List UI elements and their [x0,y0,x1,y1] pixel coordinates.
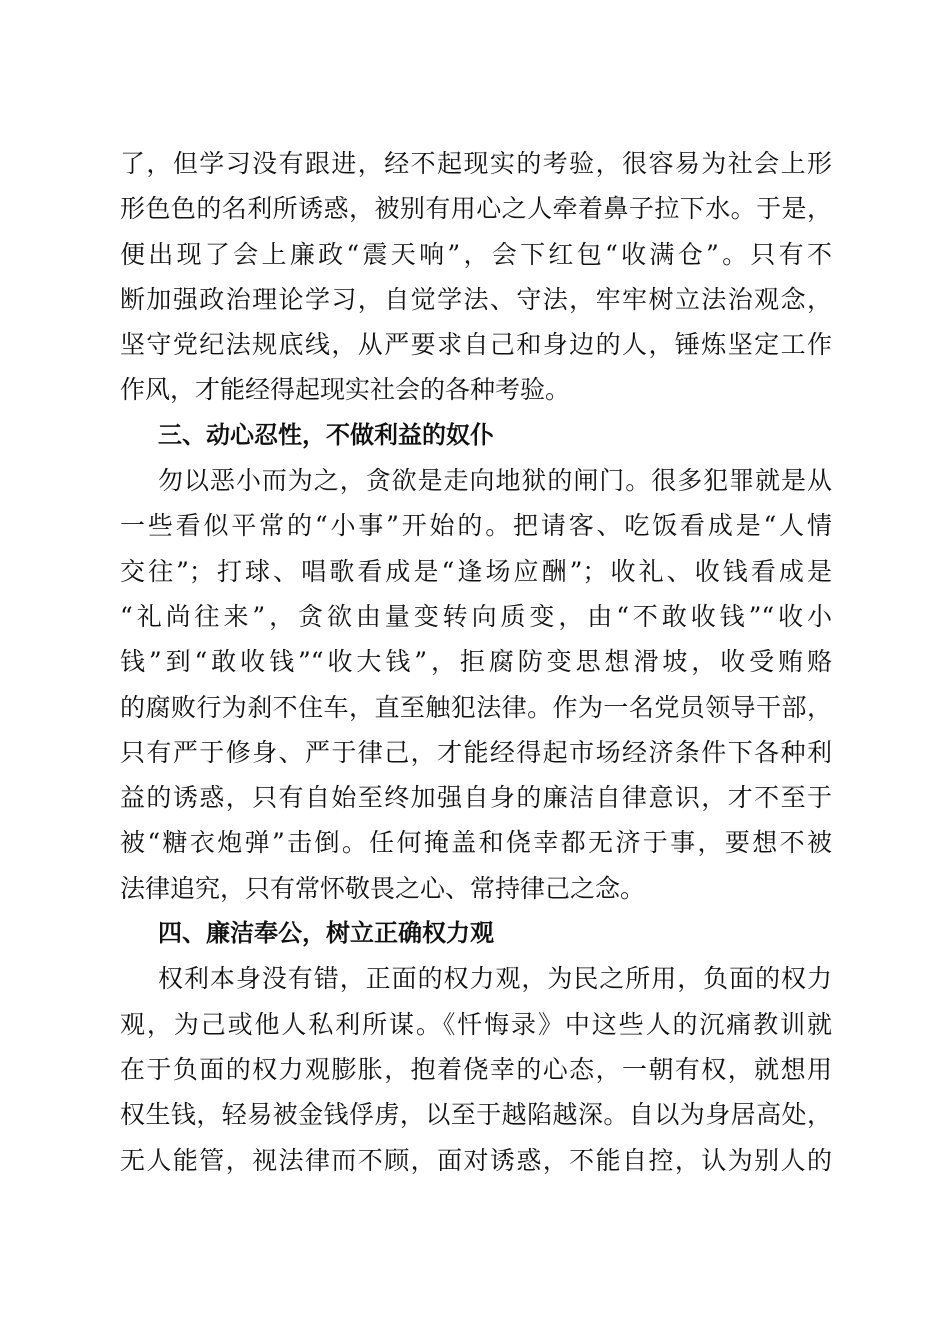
text-line: 无人能管，视法律而不顾，面对诱惑，不能自控，认为别人的 [120,1145,832,1175]
text-line: 交往”；打球、唱歌看成是“逢场应酬”；收礼、收钱看成是 [120,556,832,586]
section-heading: 三、动心忍性，不做利益的奴仆 [158,420,494,449]
text-line: 权生钱，轻易被金钱俘虏，以至于越陷越深。自以为身居高处， [120,1100,832,1130]
text-line: 的腐败行为刹不住车，直至触犯法律。作为一名党员领导干部， [120,692,832,722]
text-line: 钱”到“敢收钱”“收大钱”，拒腐防变思想滑坡，收受贿赂 [120,647,832,677]
text-line: 便出现了会上廉政“震天响”，会下红包“收满仓”。只有不 [120,239,832,269]
text-line: 形色色的名利所诱惑，被别有用心之人牵着鼻子拉下水。于是， [120,194,832,224]
text-line: 在于负面的权力观膨胀，抱着侥幸的心态，一朝有权，就想用 [120,1054,832,1084]
document-body [120,141,832,1183]
section-heading: 四、廉洁奉公，树立正确权力观 [158,919,494,948]
text-line: 观，为己或他人私利所谋。《忏悔录》中这些人的沉痛教训就 [120,1009,832,1039]
text-line: 益的诱惑，只有自始至终加强自身的廉洁自律意识，才不至于 [120,783,832,813]
text-line: 只有严于修身、严于律己，才能经得起市场经济条件下各种利 [120,737,832,767]
text-line: 坚守党纪法规底线，从严要求自己和身边的人，锤炼坚定工作 [120,330,832,360]
text-line: 权利本身没有错，正面的权力观，为民之所用，负面的权力 [158,964,832,994]
text-line: “礼尚往来”，贪欲由量变转向质变，由“不敢收钱”“收小 [120,601,832,631]
text-line: 作风，才能经得起现实社会的各种考验。 [120,375,571,405]
text-line: 一些看似平常的“小事”开始的。把请客、吃饭看成是“人情 [120,511,832,541]
text-line: 被“糖衣炮弹”击倒。任何掩盖和侥幸都无济于事，要想不被 [120,828,832,858]
text-line: 断加强政治理论学习，自觉学法、守法，牢牢树立法治观念， [120,284,832,314]
text-line: 了，但学习没有跟进，经不起现实的考验，很容易为社会上形 [120,149,832,178]
text-line: 勿以恶小而为之，贪欲是走向地狱的闸门。很多犯罪就是从 [158,466,832,496]
text-line: 法律追究，只有常怀敬畏之心、常持律己之念。 [120,873,646,903]
